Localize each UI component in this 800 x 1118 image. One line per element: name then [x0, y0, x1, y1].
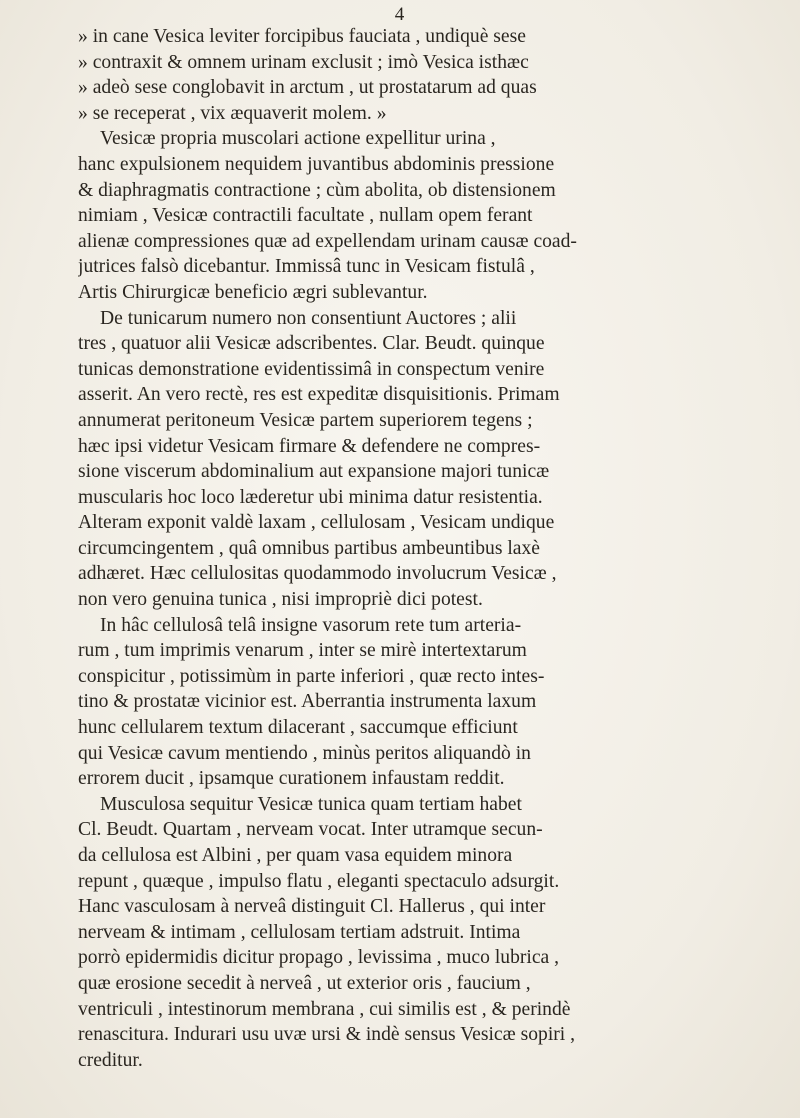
text-line: renascitura. Indurari usu uvæ ursi & indè sensus Vesicæ sopiri ,	[78, 1024, 576, 1046]
text-line: tres , quatuor alii Vesicæ adscribentes. Clar. Beudt. quinque	[78, 333, 545, 355]
text-line: Artis Chirurgicæ beneficio ægri sublevantur.	[78, 281, 428, 303]
text-line: & diaphragmatis contractione ; cùm abolita, ob distensionem	[78, 179, 556, 201]
text-line: alienæ compressiones quæ ad expellendam urinam causæ coad-	[78, 230, 577, 252]
text-line: adhæret. Hæc cellulositas quodammodo involucrum Vesicæ ,	[78, 563, 557, 585]
body-text	[78, 24, 748, 1073]
text-line: » in cane Vesica leviter forcipibus fauciata , undiquè sese	[78, 26, 526, 47]
text-line: quæ erosione secedit à nerveâ , ut exterior oris , faucium ,	[78, 972, 531, 994]
text-line: tino & prostatæ vicinior est. Aberrantia instrumenta laxum	[78, 691, 537, 713]
page-number: 4	[394, 4, 406, 25]
paragraph-start-line: De tunicarum numero non consentiunt Auctores ; alii	[100, 307, 517, 329]
paragraph-start-line: In hâc cellulosâ telâ insigne vasorum rete tum arteria-	[100, 614, 522, 636]
text-line: hanc expulsionem nequidem juvantibus abdominis pressione	[78, 153, 555, 175]
text-line: jutrices falsò dicebantur. Immissâ tunc in Vesicam fistulâ ,	[78, 256, 535, 278]
text-line: nerveam & intimam , cellulosam tertiam adstruit. Intima	[78, 921, 521, 943]
text-line: asserit. An vero rectè, res est expeditæ disquisitionis. Primam	[78, 384, 560, 406]
text-line: » adeò sese conglobavit in arctum , ut prostatarum ad quas	[78, 77, 537, 99]
text-line: da cellulosa est Albini , per quam vasa equidem minora	[78, 845, 513, 866]
text-line: sione viscerum abdominalium aut expansione majori tunicæ	[78, 461, 550, 483]
text-line: annumerat peritoneum Vesicæ partem superiorem tegens ;	[78, 409, 533, 431]
text-line: » contraxit & omnem urinam exclusit ; imò Vesica isthæc	[78, 51, 529, 73]
text-line: qui Vesicæ cavum mentiendo , minùs peritos aliquandò in	[78, 742, 531, 764]
text-line: muscularis hoc loco læderetur ubi minima datur resistentia.	[78, 486, 543, 508]
text-line: hæc ipsi videtur Vesicam firmare & defendere ne compres-	[78, 435, 541, 457]
text-line: errorem ducit , ipsamque curationem infaustam reddit.	[78, 768, 505, 790]
text-line: Cl. Beudt. Quartam , nerveam vocat. Inter utramque secun-	[78, 819, 543, 841]
text-line: tunicas demonstratione evidentissimâ in conspectum venire	[78, 358, 545, 380]
text-line: » se receperat , vix æquaverit molem. »	[78, 102, 387, 124]
text-line: rum , tum imprimis venarum , inter se mirè intertextarum	[78, 640, 527, 662]
text-line: conspicitur , potissimùm in parte inferiori , quæ recto intes-	[78, 665, 545, 687]
text-line: repunt , quæque , impulso flatu , eleganti spectaculo adsurgit.	[78, 870, 560, 892]
text-line: nimiam , Vesicæ contractili facultate , nullam opem ferant	[78, 205, 533, 227]
paragraph-start-line: Musculosa sequitur Vesicæ tunica quam tertiam habet	[100, 793, 522, 815]
paragraph-start-line: Vesicæ propria muscolari actione expellitur urina ,	[100, 128, 496, 150]
text-line: porrò epidermidis dicitur propago , levissima , muco lubrica ,	[78, 947, 560, 969]
text-line: hunc cellularem textum dilacerant , saccumque efficiunt	[78, 717, 518, 739]
text-line: Hanc vasculosam à nerveâ distinguit Cl. Hallerus , qui inter	[78, 896, 546, 918]
text-line: creditur.	[78, 1049, 143, 1071]
text-line: circumcingentem , quâ omnibus partibus ambeuntibus laxè	[78, 537, 540, 559]
text-line: Alteram exponit valdè laxam , cellulosam , Vesicam undique	[78, 512, 555, 534]
text-line: ventriculi , intestinorum membrana , cui similis est , & perindè	[78, 998, 571, 1020]
text-line: non vero genuina tunica , nisi impropriè dici potest.	[78, 589, 483, 611]
